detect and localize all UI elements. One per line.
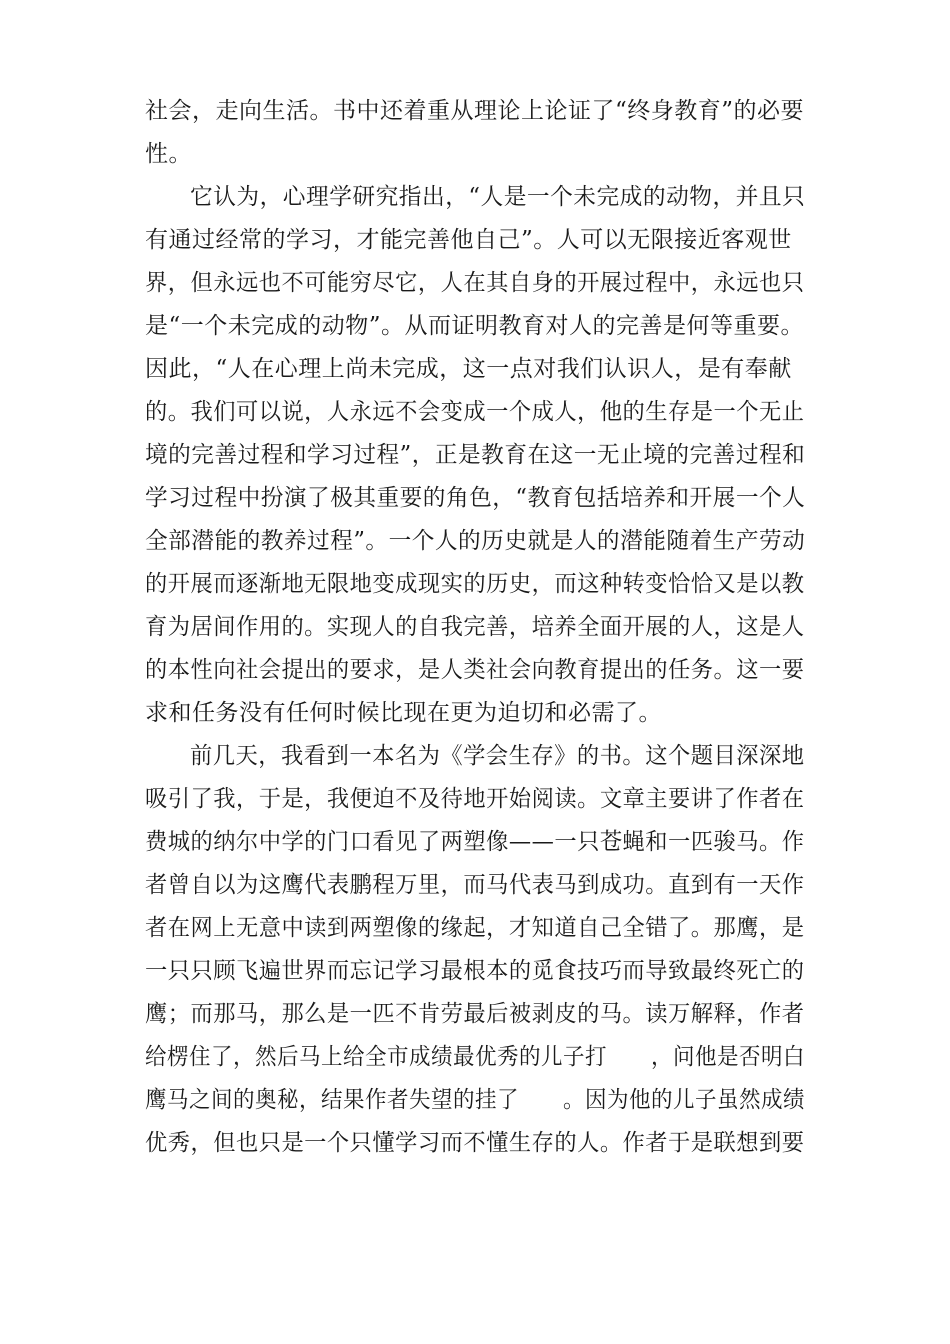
text-line: 的开展而逐渐地无限地变成现实的历史，而这种转变恰恰又是以教 (145, 571, 805, 597)
text-line: 性。 (145, 141, 192, 167)
text-line: 全部潜能的教养过程”。一个人的历史就是人的潜能随着生产劳动 (145, 528, 806, 554)
text-line: 优秀，但也只是一个只懂学习而不懂生存的人。作者于是联想到要 (145, 1130, 805, 1156)
text-line: 界，但永远也不可能穷尽它，人在其自身的开展过程中，永远也只 (145, 270, 805, 296)
paragraph-start-line: 它认为，心理学研究指出，“人是一个未完成的动物，并且只 (190, 184, 806, 210)
text-line: 有通过经常的学习，才能完善他自己”。人可以无限接近客观世 (145, 227, 792, 253)
text-line: 学习过程中扮演了极其重要的角色，“教育包括培养和开展一个人 (145, 485, 806, 511)
text-line: 鹰；而那马，那么是一匹不肯劳最后被剥皮的马。读万解释，作者 (145, 1001, 805, 1027)
text-line: 者在网上无意中读到两塑像的缘起，才知道自己全错了。那鹰，是 (145, 915, 805, 941)
text-line: 的。我们可以说，人永远不会变成一个成人，他的生存是一个无止 (145, 399, 805, 425)
text-line: 境的完善过程和学习过程”，正是教育在这一无止境的完善过程和 (145, 442, 806, 468)
text-line: 是“一个未完成的动物”。从而证明教育对人的完善是何等重要。 (145, 313, 805, 339)
text-line: 社会，走向生活。书中还着重从理论上论证了“终身教育”的必要 (145, 98, 805, 124)
text-line: 育为居间作用的。实现人的自我完善，培养全面开展的人，这是人 (145, 614, 805, 640)
text-line: 者曾自以为这鹰代表鹏程万里，而马代表马到成功。直到有一天作 (145, 872, 805, 898)
text-line: 一只只顾飞遍世界而忘记学习最根本的觅食技巧而导致最终死亡的 (145, 958, 805, 984)
text-line: 的本性向社会提出的要求，是人类社会向教育提出的任务。这一要 (145, 657, 805, 683)
text-line: 给楞住了，然后马上给全市成绩最优秀的儿子打 ，问他是否明白 (145, 1044, 806, 1070)
text-line: 因此，“人在心理上尚未完成，这一点对我们认识人，是有奉献 (145, 356, 792, 382)
text-line: 鹰马之间的奥秘，结果作者失望的挂了 。因为他的儿子虽然成绩 (145, 1087, 806, 1113)
text-line: 费城的纳尔中学的门口看见了两塑像——一只苍蝇和一匹骏马。作 (145, 829, 805, 855)
text-line: 求和任务没有任何时候比现在更为迫切和必需了。 (145, 700, 662, 726)
text-line: 吸引了我，于是，我便迫不及待地开始阅读。文章主要讲了作者在 (145, 786, 805, 812)
paragraph-start-line: 前几天，我看到一本名为《学会生存》的书。这个题目深深地 (190, 743, 805, 769)
